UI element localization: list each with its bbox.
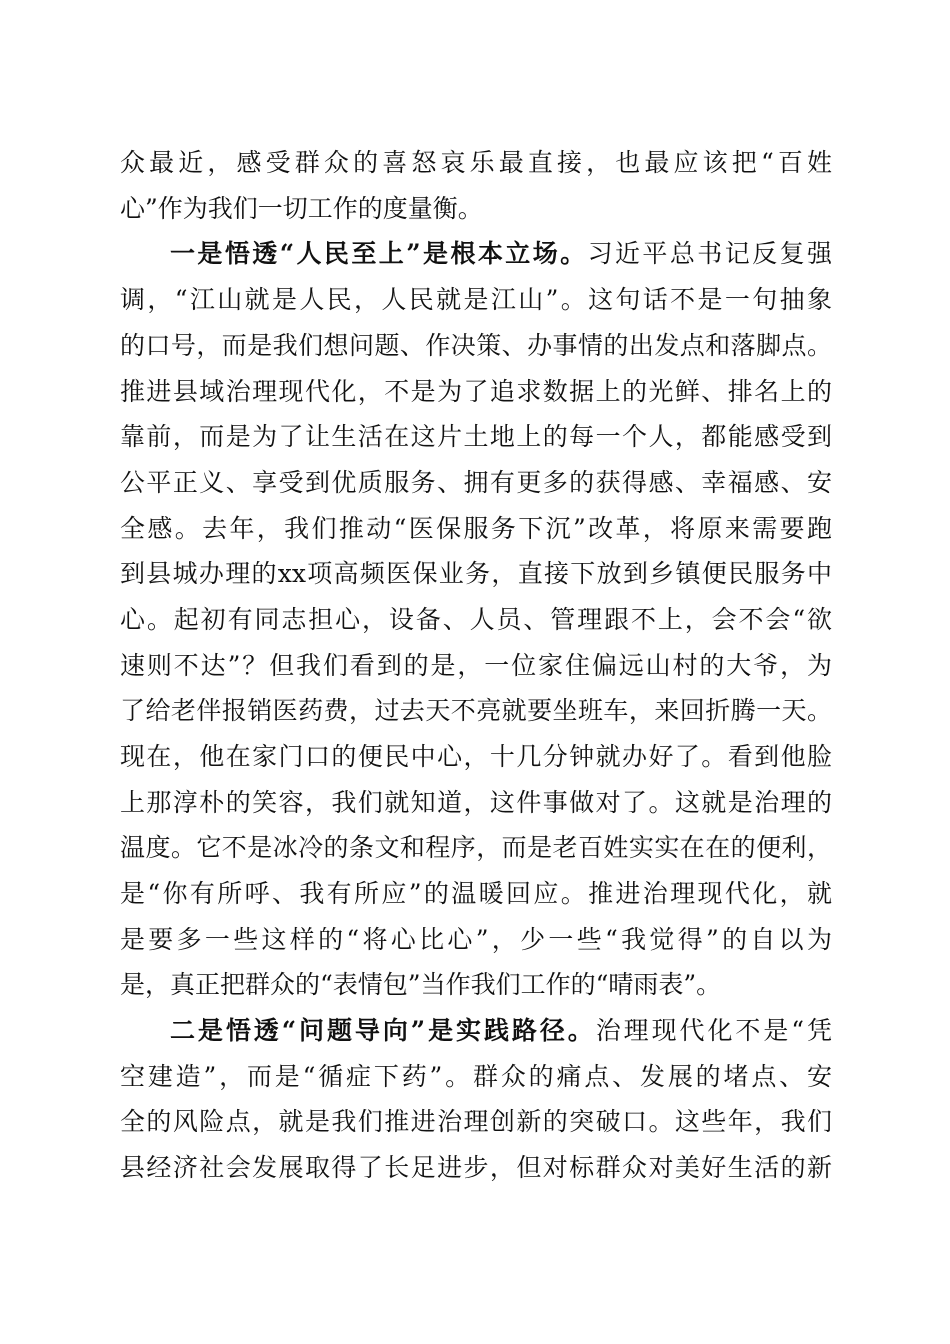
paragraph-1-line-2: 心”作为我们一切工作的度量衡。 — [120, 194, 483, 223]
paragraph-2-line: 温度。它不是冰冷的条文和程序，而是老百姓实实在在的便利， — [120, 833, 832, 862]
paragraph-2-line: 是要多一些这样的“将心比心”，少一些“我觉得”的自以为 — [120, 925, 832, 954]
paragraph-3-line: 县经济社会发展取得了长足进步，但对标群众对美好生活的新 — [120, 1153, 832, 1182]
paragraph-2-first-line-rest: 习近平总书记反复强 — [587, 239, 832, 268]
paragraph-1-line-1: 众最近，感受群众的喜怒哀乐最直接，也最应该把“百姓 — [120, 148, 832, 177]
paragraph-2-line: 的口号，而是我们想问题、作决策、办事情的出发点和落脚点。 — [120, 331, 832, 360]
paragraph-2-line: 公平正义、享受到优质服务、拥有更多的获得感、幸福感、安 — [120, 468, 832, 497]
paragraph-2-line: 上那淳朴的笑容，我们就知道，这件事做对了。这就是治理的 — [120, 788, 832, 817]
paragraph-2-line: 了给老伴报销医药费，过去天不亮就要坐班车，来回折腾一天。 — [120, 696, 832, 725]
paragraph-3-line: 空建造”，而是“循症下药”。群众的痛点、发展的堵点、安 — [120, 1062, 832, 1091]
paragraph-2-line: 是“你有所呼、我有所应”的温暖回应。推进治理现代化，就 — [120, 879, 832, 908]
paragraph-3-first-line-rest: 治理现代化不是“凭 — [595, 1016, 832, 1045]
paragraph-2-line: 速则不达”？但我们看到的是，一位家住偏远山村的大爷，为 — [120, 651, 832, 680]
paragraph-3-line: 全的风险点，就是我们推进治理创新的突破口。这些年，我们 — [120, 1107, 832, 1136]
paragraph-2-line: 全感。去年，我们推动“医保服务下沉”改革，将原来需要跑 — [120, 514, 832, 543]
paragraph-2-line: 靠前，而是为了让生活在这片土地上的每一个人，都能感受到 — [120, 422, 832, 451]
paragraph-2-line: 到县城办理的xx项高频医保业务，直接下放到乡镇便民服务中 — [120, 559, 832, 588]
paragraph-3-heading: 二是悟透“问题导向”是实践路径。 — [170, 1016, 596, 1045]
paragraph-2-line: 推进县域治理现代化，不是为了追求数据上的光鲜、排名上的 — [120, 377, 832, 406]
paragraph-3-first-line — [170, 1011, 832, 1051]
paragraph-2-heading: 一是悟透“人民至上”是根本立场。 — [170, 239, 588, 268]
paragraph-2-line: 心。起初有同志担心，设备、人员、管理跟不上，会不会“欲 — [120, 605, 832, 634]
paragraph-2-line: 是，真正把群众的“表情包”当作我们工作的“晴雨表”。 — [120, 970, 722, 999]
paragraph-2-first-line — [170, 234, 832, 274]
paragraph-2-line: 现在，他在家门口的便民中心，十几分钟就办好了。看到他脸 — [120, 742, 832, 771]
paragraph-2-line: 调，“江山就是人民，人民就是江山”。这句话不是一句抽象 — [120, 285, 832, 314]
